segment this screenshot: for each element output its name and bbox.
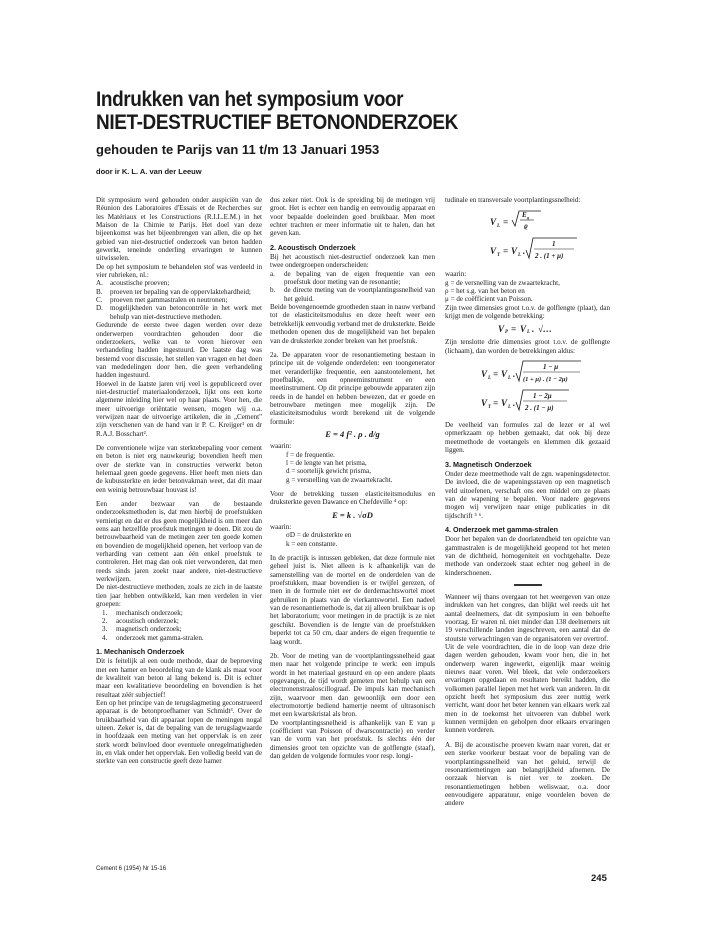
- paragraph: Een op het principe van de terugslagmeting geconstrueerd apparaat is de betonproefhamer van Schmidt³. Over de bruikbaarheid van dit apparaat lopen de meningen nogal uiteen. Zeker is, dat de bepaling van de terugslagwaarde in hoofdzaak een meting van het oppervlak is en zeer sterk wordt beïnvloed door eventuele onregelmatigheden in, en vlak onder het oppervlak. Een volledig beeld van de sterkte van een constructie geeft deze hamer: [96, 698, 262, 766]
- formula-body: [445, 359, 610, 417]
- paragraph: 2a. De apparaten voor de resonantiemeting bestaan in principe uit de volgende onderdelen: een toongenerator met veranderlijke frequentie, een aanstootelement, het proefbalkje, een opneeminstrument en een meetinstrument. Op dit principe gebouwde apparaten zijn reeds in de handel en hebben bewezen, dat er goede en betrouwbare metingen mee mogelijk zijn. De elasticiteitsmodulus wordt berekend uit de volgende formule:: [270, 350, 435, 426]
- list-text: de directe meting van de voortplantingssnelheid van het geluid.: [284, 286, 435, 303]
- svg-text:.: .: [522, 246, 525, 257]
- definition: k = een constante.: [286, 539, 338, 548]
- svg-text:=: =: [493, 369, 499, 380]
- paragraph: waarin:: [270, 523, 292, 532]
- svg-text:1 − μ: 1 − μ: [543, 363, 559, 372]
- list-marker: 4.: [102, 633, 108, 642]
- paragraph: Dit is feitelijk al een oude methode, daar de beproeving met een hamer en beoordeling van de klank als maat voor de kwaliteit van beton al lang bekend is. Dit is echter maar een kwalitatieve beoordeling en bovendien is het resultaat zéér subjectief!: [96, 657, 262, 699]
- formula-text: E = 4 f² . ρ . d/g: [325, 428, 380, 439]
- list-item: [102, 634, 262, 642]
- column-2: [270, 196, 435, 861]
- paragraph: waarin:: [445, 270, 467, 279]
- formula-elasticity: [270, 430, 435, 438]
- list-marker: D.: [96, 304, 103, 313]
- page-number: 245: [591, 873, 607, 884]
- svg-text:P: P: [504, 330, 508, 335]
- paragraph: Zijn tenslotte drie dimensies groot t.o.v. de golflengte (lichaam), dan worden de betrekkingen aldus:: [445, 338, 610, 355]
- svg-text:L: L: [508, 376, 512, 382]
- body-formula-graphic: [465, 359, 590, 417]
- svg-text:L: L: [517, 253, 521, 259]
- svg-text:T: T: [496, 253, 500, 259]
- svg-text:1 − 2μ: 1 − 2μ: [533, 392, 552, 401]
- paragraph: Hoewel in de laatste jaren vrij veel is gepubliceerd over niet-destructief materiaalonderzoek, lijkt ons een korte algemene inleiding hier wel op haar plaats. Voor hen, die meer uitvoerige oriëntatie wensen, mogen wij o.a. verwijzen naar de uitvoerige artikelen, die in „Cement" zijn verschenen van de hand van ir P. C. Kreijger¹ en dr R.A.J. Bosschart².: [96, 379, 262, 438]
- definition: ρ = het s.g. van het beton en: [445, 287, 525, 296]
- list-text: onderzoek met gamma-stralen.: [116, 633, 204, 642]
- paragraph: Beide bovengenoemde grootheden staan in nauw verband tot de elasticiteitsmodulus en deze heeft weer een betrekkelijk eenvoudig verband met de druksterkte. Beide methoden openen dus de mogelijkheid van het bepalen van de druksterkte zonder breken van het proefstuk.: [270, 303, 435, 345]
- paragraph: 2b. Voor de meting van de voortplantingssnelheid gaat men naar het volgende principe te werk: een impuls wordt in het materiaal gestuurd en op een andere plaats opgevangen, de tijd wordt gemeten met behulp van een electronenstraaloscillograaf. De impuls kan mechanisch zijn, waarvoor men dan gewoonlijk een door een electromotortje bediend hamertje neemt of ultrasonisch met een kwartskristal als bron.: [270, 651, 435, 719]
- definition: g = de versnelling van de zwaartekracht,: [445, 278, 560, 287]
- list-marker: A.: [96, 279, 103, 288]
- paragraph: A. Bij de acoustische proeven kwam naar voren, dat er een sterke voorkeur bestaat voor de bepaling van de voortplantingssnelheid van het geluid, terwijl de resonantiemetingen aan belangrijkheid afnemen. De oorzaak hiervan is niet ver te zoeken. De resonantiemetingen hebben weliswaar, o.a. door eenvoudigere apparatuur, enige voordelen boven de andere: [445, 740, 610, 808]
- svg-text:g: g: [526, 215, 529, 221]
- list-item: [96, 304, 262, 321]
- paragraph: Zijn twee dimensies groot t.o.v. de golflengte (plaat), dan krijgt men de volgende betrekking:: [445, 303, 610, 321]
- section-heading-magnetisch: 3. Magnetisch Onderzoek: [445, 459, 532, 469]
- paragraph: Door het bepalen van de doorlatendheid ten opzichte van gammastralen is de mogelijkheid geopend tot het meten van de dichtheid, homogeniteit en vochtgehalte. Deze methode van onderzoek staat echter nog geheel in de kinderschoenen.: [445, 535, 610, 577]
- title-line-1: Indrukken van het symposium voor: [96, 88, 404, 112]
- list-item: [102, 609, 262, 617]
- formula-text: E = k . √σD: [332, 509, 373, 520]
- paragraph: De veelheid van formules zal de lezer er al wel opmerkzaam op hebben gemaakt, dat ook bij deze meetmethode de voetangels en klemmen dik gezaaid liggen.: [445, 421, 610, 455]
- list-item: [102, 625, 262, 633]
- column-3: [445, 196, 610, 861]
- paragraph: De voortplantingssnelheid is afhankelijk van E van μ (coëfficient van Poisson of dwarscontractie) en verder van de vorm van het proefstuk. Is slechts één der dimensies groot ten opzichte van de golflengte (staaf), dan gelden de volgende formules voor resp. longi-: [270, 718, 435, 760]
- journal-citation: Cement 6 (1954) Nr 15-16: [96, 866, 167, 872]
- formula-plate: [445, 324, 610, 334]
- definition: σD = de druksterkte en: [286, 531, 352, 540]
- svg-text:2 . (1 + μ): 2 . (1 + μ): [534, 252, 563, 261]
- paragraph: Dit symposium werd gehouden onder auspiciën van de Réunion des Laboratoires d'Essais et de Recherches sur les Matériaux et les Constructions (R.I.L.E.M.) in het Maison de la Chimie te Parijs. Het doel van deze bijeenkomst was het bijeenbrengen van allen, die op het gebied van niet-destructief onderzoek van beton hadden gewerkt, teneinde onderling ervaringen te kunnen uitwisselen.: [96, 196, 262, 263]
- paragraph: Bij het acoustisch niet-destructief onderzoek kan men twee ondergroepen onderscheiden:: [270, 253, 435, 270]
- list-marker: 3.: [102, 625, 108, 634]
- list-text: de bepaling van de eigen frequentie van een proefstuk door meting van de resonantie;: [284, 269, 435, 287]
- svg-text:ϱ: ϱ: [523, 222, 528, 231]
- svg-text:=: =: [493, 398, 499, 409]
- definitions: [270, 451, 435, 484]
- list-item: [96, 279, 262, 287]
- formula-velocity-longitudinal: [445, 208, 610, 266]
- list-marker: C.: [96, 296, 103, 305]
- svg-text:V: V: [497, 324, 504, 335]
- svg-text:L: L: [496, 224, 500, 230]
- svg-text:E: E: [521, 211, 527, 220]
- definition: f = de frequentie.: [286, 450, 335, 459]
- paragraph: tudinale en transversale voortplantingssnelheid:: [445, 196, 581, 204]
- paragraph: Voor de betrekking tussen elasticiteitsmodulus en druksterkte geven Dawance en Chefdeville ⁴ op:: [270, 490, 435, 507]
- svg-text:V: V: [501, 398, 508, 409]
- velocity-formula-graphic: [468, 208, 588, 266]
- svg-text:V: V: [481, 398, 488, 409]
- paragraph: Uit de vele voordrachten, die in de loop van deze drie dagen werden gehouden, kwam voor hen, die in het onderwerp waren ingewerkt, eigenlijk maar weinig nieuws naar voren. Wel bleek, dat vele onderzoekers ervaringen opgedaan en resultaten bereikt hadden, die volkomen parallel liepen met het werk van anderen. In dit opzicht heeft het symposium dus zeer nuttig werk verricht, want door het beter kennen van elkaars werk zal men in de toekomst het uitvoeren van dubbel werk kunnen vermijden en geholpen door elkaars ervaringen kunnen vorderen.: [445, 643, 610, 735]
- svg-text:V: V: [501, 369, 508, 380]
- svg-text:V: V: [519, 324, 526, 335]
- definitions: [270, 531, 435, 548]
- definition: μ = de coëfficient van Poisson.: [445, 295, 533, 304]
- list-text: acoustisch onderzoek;: [116, 616, 179, 625]
- list-marker: b.: [270, 286, 276, 295]
- list-item: [96, 288, 262, 296]
- definitions: [445, 279, 610, 304]
- paragraph: dus zeker niet. Ook is de spreiding bij de metingen vrij groot. Het is echter een handig en eenvoudig apparaat en voor bepaalde doeleinden goed bruikbaar. Men moet echter trachten er meer informatie uit te halen, dan het geven kan.: [270, 196, 435, 238]
- list-item: [270, 270, 435, 287]
- paragraph: In de practijk is intussen gebleken, dat deze formule niet geheel juist is. Niet alleen is k afhankelijk van de samenstelling van de mortel en de onderdelen van de proefstukken, maar bovendien is er twijfel gerezen, of men in de formule niet eer de derdemachtswortel moet gebruiken in plaats van de vierkantswortel. Een nadeel van de resonantiemethode is, dat zij alleen bruikbaar is op het laboratorium; voor metingen in de practijk is ze niet geschikt. Bovendien is de lengte van de proefstukken beperkt tot ca 50 cm, daar anders de eigen frequentie te laag wordt.: [270, 554, 435, 646]
- paragraph: De niet-destructieve methoden, zoals ze zich in de laatste tien jaar hebben ontwikkeld, kan men verdelen in vier groepen:: [96, 583, 262, 609]
- svg-text:.: .: [531, 324, 534, 335]
- svg-text:T: T: [488, 405, 492, 411]
- subtitle: gehouden te Parijs van 11 t/m 13 Januari 1953: [96, 142, 380, 157]
- paragraph: De conventionele wijze van sterktebepaling voor cement en beton is niet erg nauwkeurig; bovendien heeft men over de sterkte van in constructies verwerkt beton helemaal geen goede gegevens. Hier heeft men niets dan de kubussterkte en ieder betonvakman weet, dat dit maar een weinig betrouwbaar houvast is!: [96, 443, 262, 494]
- list-text: magnetisch onderzoek;: [116, 625, 182, 634]
- list-marker: 2.: [102, 616, 108, 625]
- svg-text:√…: √…: [537, 324, 552, 335]
- svg-text:V: V: [481, 369, 488, 380]
- rubric-list: [96, 279, 262, 321]
- section-heading-acoustisch: 2. Acoustisch Onderzoek: [270, 242, 356, 252]
- list-marker: B.: [96, 287, 103, 296]
- svg-text:L: L: [488, 376, 492, 382]
- list-item: [102, 617, 262, 625]
- title-line-2: NIET-DESTRUCTIEF BETONONDERZOEK: [96, 111, 458, 135]
- paragraph: De op het symposium te behandelen stof was verdeeld in vier rubrieken, nl.:: [96, 262, 262, 280]
- list-text: mogelijkheden van betoncontrôle in het werk met behulp van niet-destructieve methoden.: [110, 304, 262, 321]
- list-text: proeven met gammastralen en neutronen;: [110, 296, 228, 305]
- list-marker: 1.: [102, 608, 108, 617]
- svg-text:=: =: [502, 217, 508, 228]
- definition: l = de lengte van het prisma,: [286, 458, 367, 467]
- list-item: [270, 286, 435, 303]
- section-separator: [514, 584, 542, 586]
- formula-strength: [270, 511, 435, 519]
- group-list: [96, 609, 262, 642]
- paragraph: Onder deze meetmethode valt de zgn. wapeningsdetector. De invloed, die de wapeningsstaven op een magnetisch veld uitoefenen, verschaft ons een middel om ze plaats van de wapening te bepalen. Voor nadere gegevens mogen wij verwijzen naar enige publicaties in dit tijdschrift ⁵ ⁶.: [445, 469, 610, 520]
- svg-text:L: L: [526, 330, 530, 335]
- list-text: proeven ter bepaling van de oppervlaktehardheid;: [110, 287, 251, 296]
- list-text: acoustische proeven;: [110, 279, 170, 288]
- plate-formula-graphic: [468, 324, 588, 334]
- svg-text:=: =: [510, 324, 516, 335]
- paragraph: Gedurende de eerste twee dagen werden over deze onderwerpen voordrachten gehouden door die onderzoekers, welke van te voren hierover een verhandeling hadden ingestuurd. De laatste dag was bestemd voor discussie, het stellen van vragen en het doen van mededelingen door hen, die geen verhandeling hadden ingestuurd.: [96, 321, 262, 380]
- list-item: [96, 296, 262, 304]
- definition: d = soortelijk gewicht prisma,: [286, 467, 371, 476]
- svg-text:V: V: [489, 217, 496, 228]
- list-marker: a.: [270, 269, 275, 278]
- svg-text:(1 + μ) . (1 − 2μ): (1 + μ) . (1 − 2μ): [523, 376, 568, 384]
- svg-text:.: .: [513, 398, 516, 409]
- paragraph: Wanneer wij thans overgaan tot het weergeven van onze indrukken van het congres, dan blijkt wel reeds uit het aantal deelnemers, dat dit symposium in een behoefte voorzag. Er waren nl. niet minder dan 138 deelnemers uit 19 verschillende landen ingeschreven, een aantal dat de stoutste verwachtingen van de organisatoren ver overtrof.: [445, 592, 610, 643]
- svg-text:.: .: [513, 369, 516, 380]
- svg-text:V: V: [510, 246, 517, 257]
- paragraph: Een ander bezwaar van de bestaande onderzoeksmethoden is, dat men hierbij de proefstukken vernietigt en dat er dus geen mogelijkheid is om meer dan eens aan hetzelfde proefstuk metingen te doen. Dit zou de betrouwbaarheid van de metingen zeer ten goede komen en bovendien de mogelijkheid openen, het verloop van de verharding van cement aan één enkel proefstuk te controleren. Het mag dan ook niet verwonderen, dat men reeds sinds jaren zoekt naar andere, niet-destructieve werkwijzen.: [96, 500, 262, 584]
- section-heading-mechanisch: 1. Mechanisch Onderzoek: [96, 646, 185, 656]
- svg-text:2 . (1 − μ): 2 . (1 − μ): [525, 404, 554, 413]
- svg-text:=: =: [502, 246, 508, 257]
- svg-text:V: V: [489, 246, 496, 257]
- section-heading-gamma: 4. Onderzoek met gamma-stralen: [445, 524, 559, 534]
- svg-text:1: 1: [551, 240, 555, 249]
- list-text: mechanisch onderzoek;: [116, 608, 183, 617]
- author-byline: door ir K. L. A. van der Leeuw: [96, 167, 202, 176]
- paragraph: waarin:: [270, 442, 292, 451]
- svg-text:L: L: [508, 405, 512, 411]
- definition: g = versnelling van de zwaartekracht.: [286, 475, 393, 484]
- column-1: [96, 196, 262, 856]
